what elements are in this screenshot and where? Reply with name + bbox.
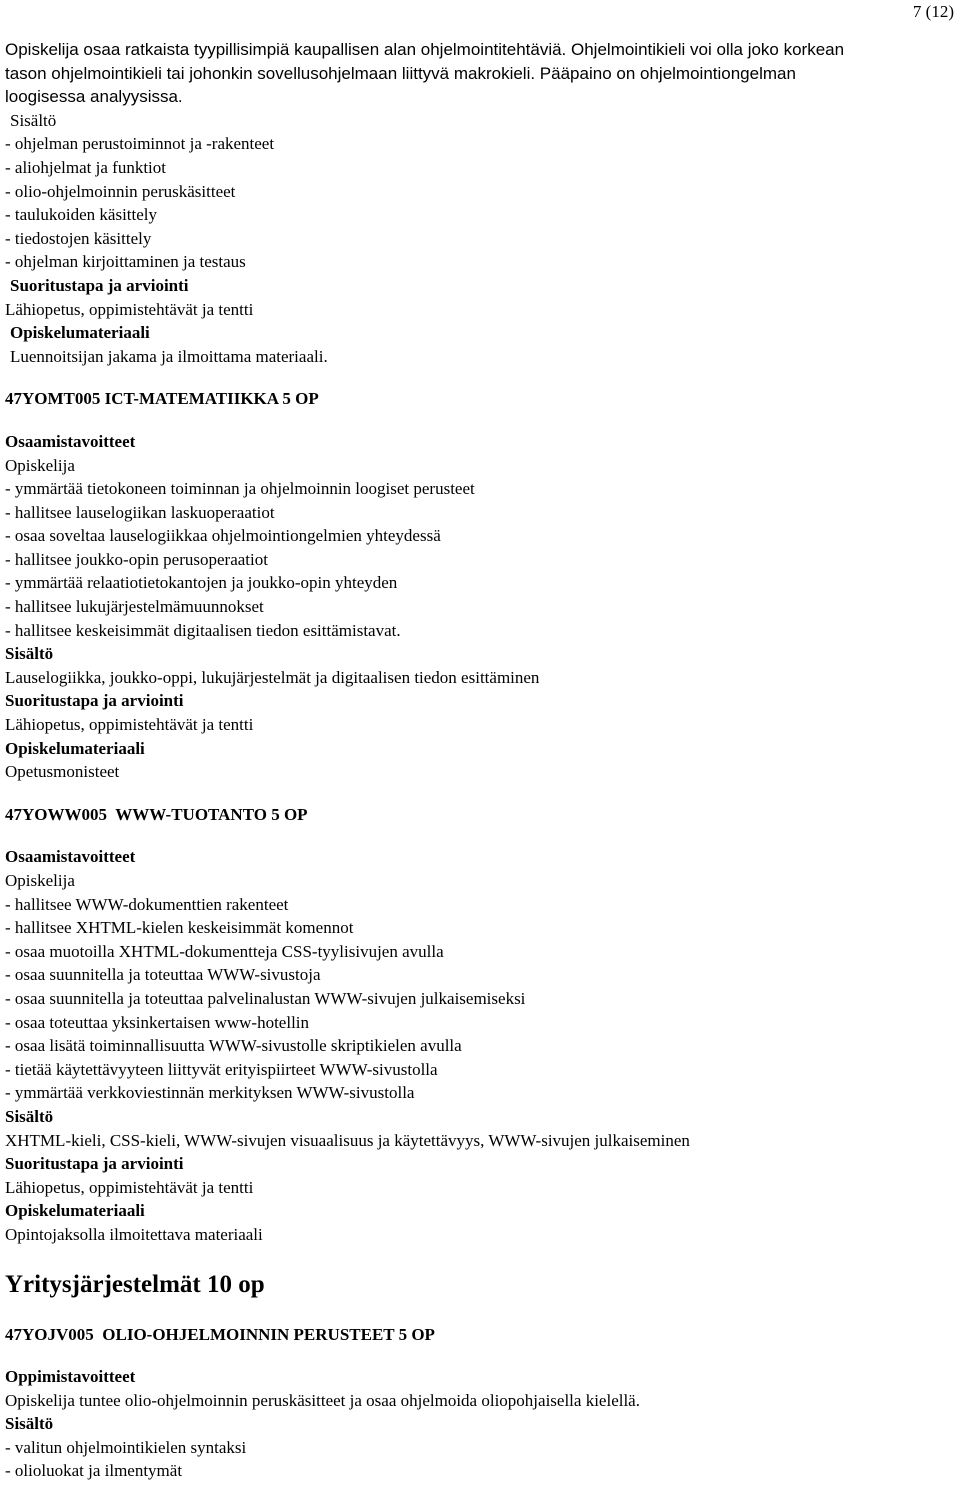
content-item: - taulukoiden käsittely xyxy=(5,205,158,225)
intro-line: Opiskelija osaa ratkaista tyypillisimpiä kaupallisen alan ohjelmointitehtäviä. Ohjelmointikieli voi olla joko korkean xyxy=(5,40,845,59)
material-text: Opetusmonisteet xyxy=(5,762,120,782)
goal-item: - osaa lisätä toiminnallisuutta WWW-sivustolle skriptikielen avulla xyxy=(5,1036,462,1056)
material-text: Opintojaksolla ilmoitettava materiaali xyxy=(5,1224,263,1244)
page-number: 7 (12) xyxy=(912,2,954,21)
assessment-heading: Suoritustapa ja arviointi xyxy=(5,691,184,711)
content-item: - olio-ohjelmoinnin peruskäsitteet xyxy=(5,181,236,201)
assessment-heading: Suoritustapa ja arviointi xyxy=(10,275,189,295)
goal-item: - osaa soveltaa lauselogiikkaa ohjelmointiongelmien yhteydessä xyxy=(5,526,441,546)
block1 xyxy=(5,109,955,369)
content-item: - ohjelman kirjoittaminen ja testaus xyxy=(5,252,246,272)
goal-item: - tietää käytettävyyteen liittyvät erityispiirteet WWW-sivustolla xyxy=(5,1059,438,1079)
course-title: 47YOJV005 OLIO-OHJELMOINNIN PERUSTEET 5 OP xyxy=(5,1324,435,1344)
intro-line: tason ohjelmointikieli tai johonkin sovellusohjelmaan liittyvä makrokieli. Pääpaino on ohjelmointiongelman xyxy=(5,63,796,83)
content-item: - tiedostojen käsittely xyxy=(5,228,152,248)
document-body xyxy=(5,38,955,1483)
goal-item: - hallitsee WWW-dokumenttien rakenteet xyxy=(5,894,289,914)
course-title: 47YOWW005 WWW-TUOTANTO 5 OP xyxy=(5,804,308,824)
course-ict-matematiikka xyxy=(5,387,955,784)
content-item: - valitun ohjelmointikielen syntaksi xyxy=(5,1437,247,1457)
content-heading: Sisältö xyxy=(5,644,54,664)
goal-item: - hallitsee joukko-opin perusoperaatiot xyxy=(5,549,268,569)
goals-intro: Opiskelija xyxy=(5,871,75,890)
goal-item: - ymmärtää relaatiotietokantojen ja joukko-opin yhteyden xyxy=(5,573,398,593)
goal-item: - ymmärtää tietokoneen toiminnan ja ohjelmoinnin loogiset perusteet xyxy=(5,479,475,499)
material-heading: Opiskelumateriaali xyxy=(5,1201,145,1221)
content-heading: Sisältö xyxy=(10,110,57,130)
goal-item: - ymmärtää verkkoviestinnän merkityksen WWW-sivustolla xyxy=(5,1083,415,1103)
goals-intro: Opiskelija xyxy=(5,455,75,475)
material-text: Luennoitsijan jakama ja ilmoittama materiaali. xyxy=(10,346,328,366)
content-item: - aliohjelmat ja funktiot xyxy=(5,157,166,177)
goal-item: - hallitsee lauselogiikan laskuoperaatiot xyxy=(5,502,275,522)
goal-item: - osaa suunnitella ja toteuttaa palvelinalustan WWW-sivujen julkaisemiseksi xyxy=(5,988,526,1008)
goals-heading: Osaamistavoitteet xyxy=(5,431,136,451)
material-heading: Opiskelumateriaali xyxy=(5,738,145,758)
course-www-tuotanto xyxy=(5,803,955,1247)
content-heading: Sisältö xyxy=(5,1414,54,1434)
goal-item: - hallitsee lukujärjestelmämuunnokset xyxy=(5,597,264,617)
goals-heading: Oppimistavoitteet xyxy=(5,1367,136,1387)
content-text: Lauselogiikka, joukko-oppi, lukujärjestelmät ja digitaalisen tiedon esittäminen xyxy=(5,667,540,687)
content-heading: Sisältö xyxy=(5,1106,54,1126)
course-title: 47YOMT005 ICT-MATEMATIIKKA 5 OP xyxy=(5,389,319,409)
assessment-text: Lähiopetus, oppimistehtävät ja tentti xyxy=(5,1177,254,1197)
goal-item: - osaa muotoilla XHTML-dokumentteja CSS-tyylisivujen avulla xyxy=(5,941,444,961)
goal-item: - hallitsee keskeisimmät digitaalisen tiedon esittämistavat. xyxy=(5,620,401,640)
goal-item: - osaa suunnitella ja toteuttaa WWW-sivustoja xyxy=(5,965,321,985)
goal-item: - hallitsee XHTML-kielen keskeisimmät komennot xyxy=(5,918,354,938)
assessment-text: Lähiopetus, oppimistehtävät ja tentti xyxy=(5,715,254,735)
content-text: XHTML-kieli, CSS-kieli, WWW-sivujen visuaalisuus ja käytettävyys, WWW-sivujen julkaiseminen xyxy=(5,1130,690,1150)
assessment-heading: Suoritustapa ja arviointi xyxy=(5,1154,184,1174)
goals-text: Opiskelija tuntee olio-ohjelmoinnin peruskäsitteet ja osaa ohjelmoida oliopohjaisella kielellä. xyxy=(5,1390,640,1410)
course-olio-ohjelmointi xyxy=(5,1323,955,1484)
material-heading: Opiskelumateriaali xyxy=(10,323,150,343)
assessment-text: Lähiopetus, oppimistehtävät ja tentti xyxy=(5,299,254,319)
content-item: - ohjelman perustoiminnot ja -rakenteet xyxy=(5,134,275,154)
goals-heading: Osaamistavoitteet xyxy=(5,847,136,867)
goal-item: - osaa toteuttaa yksinkertaisen www-hotellin xyxy=(5,1012,310,1032)
section-title: Yritysjärjestelmät 10 op xyxy=(5,1270,265,1298)
intro-line: loogisessa analyysissa. xyxy=(5,87,183,107)
content-item: - olioluokat ja ilmentymät xyxy=(5,1461,183,1481)
intro-paragraph xyxy=(5,38,955,109)
